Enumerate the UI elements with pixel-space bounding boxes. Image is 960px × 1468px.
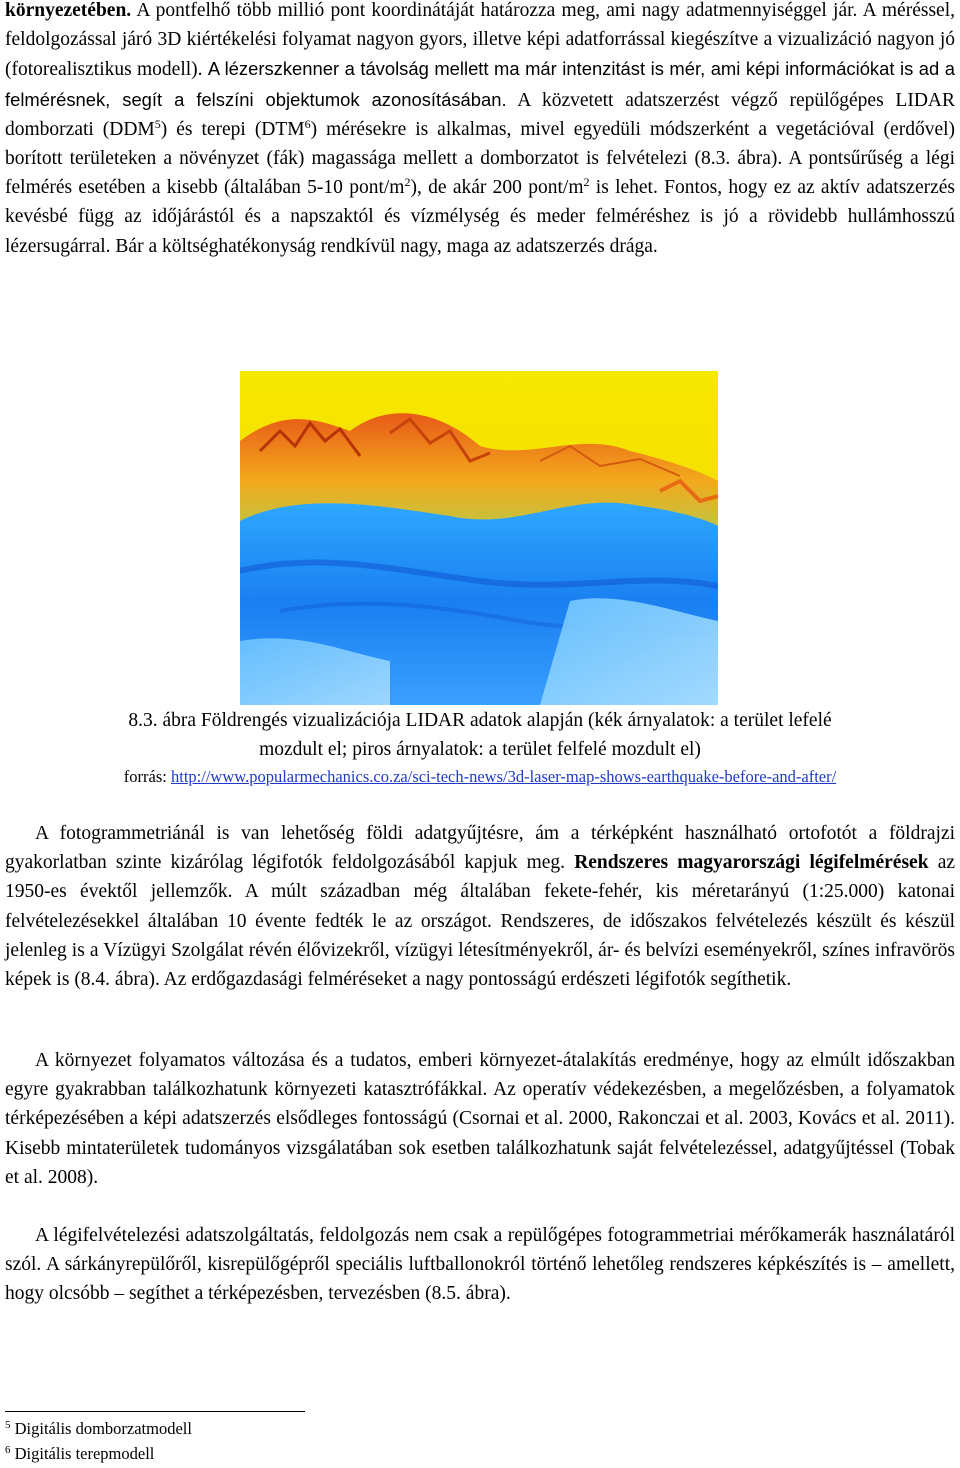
superscript-2: 2 <box>583 175 590 190</box>
superscript-2: 2 <box>404 175 411 190</box>
source-label: forrás: <box>123 767 171 786</box>
figure-caption-line-1: 8.3. ábra Földrengés vizualizációja LIDAR adatok alapján (kék árnyalatok: a terület lefelé <box>128 710 832 731</box>
footnote-6: $^6$ Digitális terepmodell <box>5 1444 155 1463</box>
source-link[interactable]: http://www.popularmechanics.co.za/sci-tech-news/3d-laser-map-shows-earthquake-before-and-after/ <box>171 767 837 786</box>
footnote-divider <box>5 1411 305 1412</box>
paragraph-aerial-services: A légifelvételezési adatszolgáltatás, feldolgozás nem csak a repülőgépes fotogrammetriai mérőkamerák használatáról szól. A sárkányrepülőről, kisrepülőgépről speciális luftballonokról történő lehetőleg rendszeres képkészítés is – amellett, hogy olcsóbb – segíthet a térképezésben, tervezésben (8.5. ábra). <box>5 1225 955 1305</box>
lidar-terrain-image <box>240 371 718 705</box>
footnote-ref-5[interactable]: 5 <box>154 116 161 131</box>
lidar-earthquake-figure <box>240 371 718 705</box>
paragraph-photogrammetry: A fotogrammetriánál is van lehetőség földi adatgyűjtésre, ám a térképként használható ortofotót a földrajzi gyakorlatban szinte kizárólag légifotók feldolgozásából kapjuk meg. Rendszeres magyarországi légifelmérések az 1950-es évektől jellemzők. A múlt században még általában fekete-fehér, kis méretarányú (1:25.000) katonai felvételezésekkel általában 10 évente fedték le az országot. Rendszeres, de időszakos felvételezés készült és készül jelenleg is a Vízügyi Szolgálat révén élővizekről, vízügyi létesítményekről, ár- és belvízi eseményekről, színes infravörös képek is (8.4. ábra). Az erdőgazdasági felméréseket a nagy pontosságú erdészeti légifotók segíthetik. <box>5 823 956 991</box>
footnote-5: $^5$ Digitális domborzatmodell <box>5 1419 192 1438</box>
figure-caption-line-2: mozdult el; piros árnyalatok: a terület felfelé mozdult el) <box>259 739 701 760</box>
bold-phrase: Rendszeres magyarországi légifelmérések <box>574 852 929 874</box>
sans-sentence: A lézerszkenner a távolság mellett ma már intenzitást is mér, ami képi információkat is ad a felmérésnek, segít a felszíni objektumok azonosításában. <box>5 58 955 110</box>
figure-source <box>5 766 955 788</box>
footnote-ref-6[interactable]: 6 <box>304 116 311 131</box>
paragraph-environment: A környezet folyamatos változása és a tudatos, emberi környezet-átalakítás eredménye, hogy az elmúlt időszakban egyre gyakrabban találkozhatunk környezeti katasztrófákkal. Az operatív védekezésben, a megelőzésben, a folyamatok térképezésében a képi adatszerzés elsődleges fontosságú (Csornai et al. 2000, Rakonczai et al. 2003, Kovács et al. 2011). Kisebb mintaterületek tudományos vizsgálatában sok esetben találkozhatunk saját felvételezéssel, adatgyűjtéssel (Tobak et al. 2008). <box>5 1050 955 1188</box>
paragraph-lidar: környezetében. A pontfelhő több millió pont koordinátáját határozza meg, ami nagy adatmennyiséggel jár. A méréssel, feldolgozással járó 3D kiértékelési folyamat nagyon gyors, illetve képi adatforrással kiegészítve a vizualizáció nagyon jó (fotorealisztikus modell). A lézerszkenner a távolság mellett ma már intenzitást is mér, ami képi információkat is ad a felmérésnek, segít a felszíni objektumok azonosításában. A közvetett adatszerzést végző repülőgépes LIDAR domborzati (DDM$^5$) és terepi (DTM$^6$) mérésekre is alkalmas, mivel egyedüli módszerként a vegetációval (erdővel) borított területeken a növényzet (fák) magassága mellett a domborzatot is felvételezi (8.3. ábra). A pontsűrűség a légi felmérés esetében a kisebb (általában 5-10 pont/$m^2$), de akár 200 pont/$m^2$ is lehet. Fontos, hogy ez az aktív adatszerzés kevésbé függ az időjárástól és a napszaktól és vízmélység és meder felméréshez is jó a rövidebb hullámhosszú lézersugárral. Bár a költséghatékonyság rendkívül nagy, maga az adatszerzés drága. <box>5 0 956 257</box>
bold-lead-word: környezetében. <box>5 0 132 21</box>
